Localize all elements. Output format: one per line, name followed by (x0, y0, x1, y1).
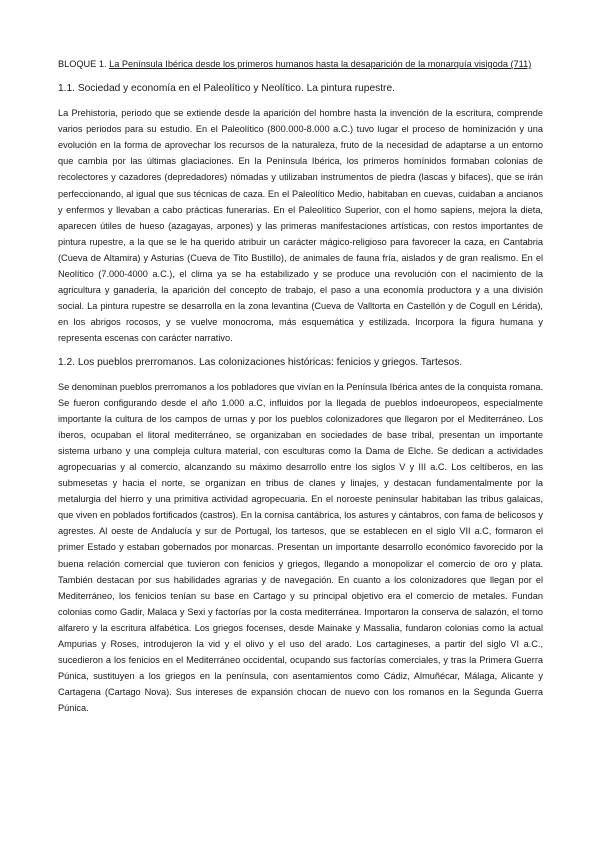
section-heading-2: 1.2. Los pueblos prerromanos. Las colonizaciones históricas: fenicios y griegos. Tartesos. (58, 356, 463, 368)
document-page (58, 56, 543, 724)
block-title (58, 56, 543, 72)
section-heading-1: 1.1. Sociedad y economía en el Paleolítico y Neolítico. La pintura rupestre. (58, 83, 395, 95)
section-body-2: Se denominan pueblos prerromanos a los pobladores que vivían en la Península Ibérica antes de la conquista romana. Se fueron configurando desde el año 1.000 a.C, influidos por la llegada de pueblos indoeuropeos, especialmente importante la cultura de los campos de urnas y por los pueblos colonizadores que llegaron por el Mediterráneo. Los íberos, ocupaban el litoral mediterráneo, se organizaban en sociedades de base tribal, presentan un importante sistema urbano y una compleja cultura material, con esculturas como la Dama de Elche. Se dedican a actividades agropecuarias y al comercio, alcanzando su máximo desarrollo entre los siglos V y III a.C. Los celtíberos, en las submesetas y hacia el norte, se organizan en tribus de clanes y linajes, y destacan fundamentalmente por la metalurgia del hierro y una primitiva actividad agropecuaria. En el noroeste peninsular habitaban las tribus galaicas, que viven en poblados fortificados (castros). En la cornisa cantábrica, los astures y cántabros, con fama de belicosos y agrestes. Al oeste de Andalucía y sur de Portugal, los tartesos, que se establecen en el siglo VII a.C, formaron el primer Estado y estaban gobernados por monarcas. Presentan un importante desarrollo económico favorecido por la buena relación comercial que tuvieron con fenicios y griegos, llegando a monopolizar el comercio de oro y plata. También destacan por sus habilidades agrarias y de navegación. En cuanto a los colonizadores que llegan por el Mediterráneo, los fenicios tenían su base en Cartago y su principal objetivo era el comercio de metales. Fundan colonias como Gadir, Malaca y Sexi y factorías por la costa mediterránea. Importaron la conserva de salazón, el torno alfarero y la escritura alfabética. Los griegos focenses, desde Mainake y Massalia, fundaron colonias como la actual Ampurias y Roses, introdujeron la vid y el olivo y el uso del arado. Los cartagineses, a partir del siglo VI a.C., sucedieron a los fenicios en el Mediterráneo occidental, ocupando sus factorías comerciales, y tras la Primera Guerra Púnica, sustituyen a los griegos en la península, con asentamientos como Cádiz, Almuñécar, Málaga, Alicante y Cartagena (Cartago Nova). Sus intereses de expansión chocan de nuevo con los romanos en la Segunda Guerra Púnica. (58, 381, 543, 714)
block-title-text: La Península Ibérica desde los primeros humanos hasta la desaparición de la monarquía visigoda (711) (109, 59, 532, 69)
block-label: BLOQUE 1. (58, 59, 107, 69)
section-body-1: La Prehistoria, periodo que se extiende desde la aparición del hombre hasta la invención de la escritura, comprende varios periodos para su estudio. En el Paleolítico (800.000-8.000 a.C.) tuvo lugar el proceso de hominización y una evolución en la forma de aprovechar los recursos de la naturaleza, fruto de la necesidad de adaptarse a un entorno que cambia por las últimas glaciaciones. En la Península Ibérica, los primeros homínidos formaban colonias de recolectores y cazadores (depredadores) nómadas y utilizaban instrumentos de piedra (lascas y bifaces), que se irán perfeccionando, al igual que sus técnicas de caza. En el Paleolítico Medio, habitaban en cuevas, cuidaban a ancianos y enfermos y llevaban a cabo prácticas funerarias. En el Paleolítico Superior, con el homo sapiens, mejora la dieta, aparecen útiles de hueso (azagayas, arpones) y las primeras manifestaciones artísticas, con restos importantes de pintura rupestre, a la que se le ha querido atribuir un carácter mágico-religioso para favorecer la caza, en Cantabria (Cueva de Altamira) y Asturias (Cueva de Tito Bustillo), de animales de fauna fría, aislados y de gran realismo. En el Neolítico (7.000-4000 a.C.), el clima ya se ha estabilizado y se produce una revolución con el nacimiento de la agricultura y ganadería, la aparición del concepto de trabajo, el paso a una economía productora y a una división social. La pintura rupestre se desarrolla en la zona levantina (Cueva de Valltorta en Castellón y de Cogull en Lérida), en los abrigos rocosos, y se vuelve monocroma, más esquemática y estilizada. Incorpora la figura humana y representa escenas con carácter narrativo. (58, 108, 543, 344)
